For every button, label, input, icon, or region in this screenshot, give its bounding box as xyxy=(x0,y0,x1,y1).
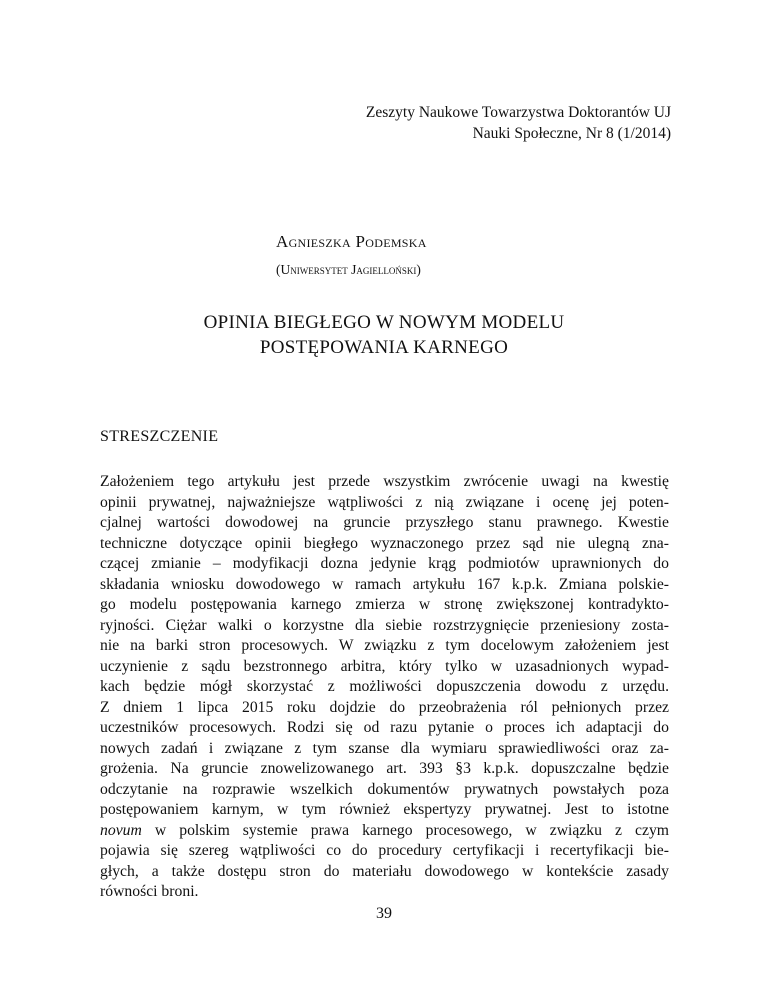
abstract-line xyxy=(100,472,669,493)
abstract-line xyxy=(100,841,669,862)
journal-name: Zeszyty Naukowe Towarzystwa Doktorantów UJ xyxy=(365,104,671,121)
abstract-line-text: czącej zmianie – modyfikacji dozna jedynie krąg podmiotów uprawnionych do xyxy=(100,555,669,572)
abstract-line-text: głych, a także dostępu stron do materiału dowodowego w kontekście zasady xyxy=(100,862,669,880)
article-title-line-1: OPINIA BIEGŁEGO W NOWYM MODELU xyxy=(203,312,565,333)
abstract-line-text: opinii prywatnej, najważniejsze wątpliwości z nią związane i ocenę jej poten- xyxy=(100,493,669,511)
article-title-line-2: POSTĘPOWANIA KARNEGO xyxy=(259,337,509,358)
abstract-line xyxy=(100,616,669,637)
author-affiliation: (Uniwersytet Jagielloński) xyxy=(276,262,421,277)
abstract-line xyxy=(100,862,669,883)
article-title xyxy=(0,310,768,360)
abstract-line xyxy=(100,534,669,555)
abstract-line-text: cjalnej wartości dowodowej na gruncie przyszłego stanu prawnego. Kwestie xyxy=(100,514,669,531)
abstract-line-text: uczestników procesowych. Rodzi się od razu pytanie o proces ich adaptacji do xyxy=(100,719,669,736)
author-name: Agnieszka Podemska xyxy=(276,232,427,251)
abstract-line xyxy=(100,882,669,903)
abstract-line-text: Założeniem tego artykułu jest przede wszystkim zwrócenie uwagi na kwestię xyxy=(100,473,669,490)
journal-header xyxy=(366,102,671,144)
page-number: 39 xyxy=(376,905,392,922)
abstract-line xyxy=(100,575,669,596)
abstract-line xyxy=(100,821,669,842)
abstract-line xyxy=(100,759,669,780)
abstract-line-text: odczytanie na rozprawie wszelkich dokumentów prywatnych powstałych poza xyxy=(100,780,669,798)
abstract-line-text: grożenia. Na gruncie znowelizowanego art. 393 §3 k.p.k. dopuszczalne będzie xyxy=(100,760,669,777)
abstract-line-text: go modelu postępowania karnego zmierza w stronę zwiększonej kontradykto- xyxy=(100,596,669,613)
abstract-line xyxy=(100,739,669,760)
abstract-body xyxy=(100,472,669,903)
abstract-line xyxy=(100,657,669,678)
abstract-line-text: pojawia się szereg wątpliwości co do procedury certyfikacji i recertyfikacji bie- xyxy=(100,842,669,859)
abstract-line xyxy=(100,698,669,719)
abstract-line-text: Z dniem 1 lipca 2015 roku dojdzie do przeobrażenia ról pełnionych przez xyxy=(100,698,669,716)
abstract-line xyxy=(100,800,669,821)
section-heading: STRESZCZENIE xyxy=(100,428,219,445)
abstract-line-text: składania wniosku dowodowego w ramach artykułu 167 k.p.k. Zmiana polskie- xyxy=(100,575,669,593)
abstract-line-text: techniczne dotyczące opinii biegłego wyznaczonego przez sąd nie ulegną zna- xyxy=(100,534,669,552)
abstract-line xyxy=(100,677,669,698)
abstract-italic-term: novum xyxy=(100,821,142,839)
abstract-line-text: nowych zadań i związane z tym szanse dla wymiaru sprawiedliwości oraz za- xyxy=(100,739,669,757)
abstract-line-text: równości broni. xyxy=(100,883,199,900)
abstract-line xyxy=(100,554,669,575)
abstract-line-rest: w polskim systemie prawa karnego procesowego, w związku z czym xyxy=(141,821,669,839)
abstract-line-text xyxy=(100,821,669,842)
journal-issue: Nauki Społeczne, Nr 8 (1/2014) xyxy=(472,125,671,142)
abstract-line xyxy=(100,718,669,739)
abstract-line-text: nie na barki stron procesowych. W związku z tym docelowym założeniem jest xyxy=(100,637,669,654)
abstract-line xyxy=(100,493,669,514)
abstract-line-text: kach będzie mógł skorzystać z możliwości dopuszczenia dowodu z urzędu. xyxy=(100,678,669,695)
abstract-line-text: ryjności. Ciężar walki o korzystne dla siebie rozstrzygnięcie przeniesiony zosta- xyxy=(100,616,669,634)
abstract-line-text: postępowaniem karnym, w tym również ekspertyzy prywatnej. Jest to istotne xyxy=(100,801,669,818)
abstract-line xyxy=(100,595,669,616)
abstract-line xyxy=(100,780,669,801)
abstract-line xyxy=(100,636,669,657)
abstract-line xyxy=(100,513,669,534)
abstract-line-text: uczynienie z sądu bezstronnego arbitra, który tylko w uzasadnionych wypad- xyxy=(100,657,669,675)
